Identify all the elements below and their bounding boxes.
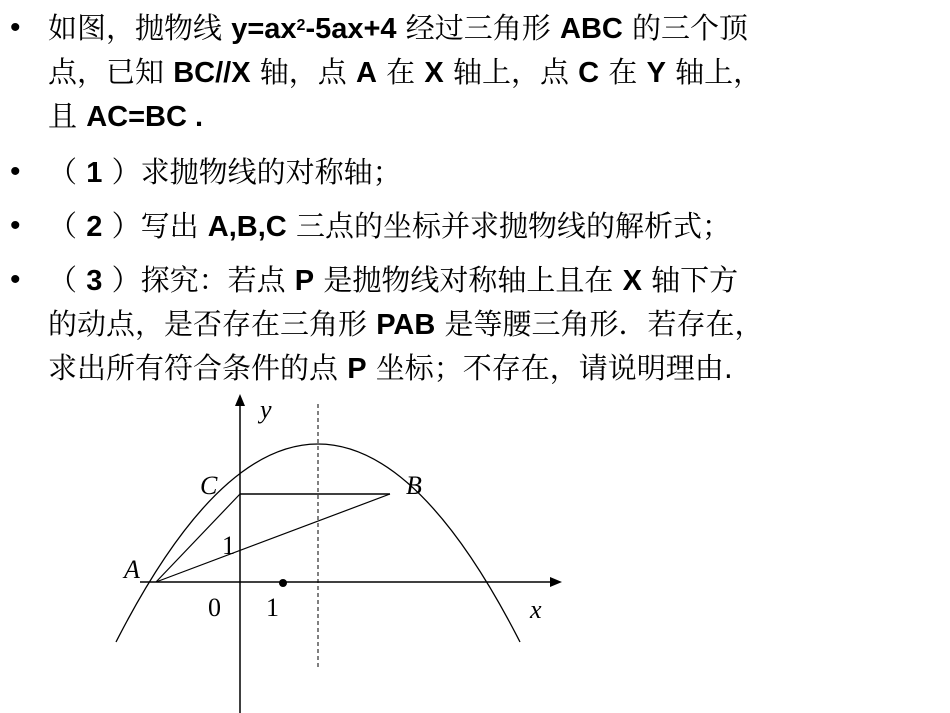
axis-name: X [424,57,444,89]
text-run: 经过三角形 [396,11,560,45]
y-axis-label: y [260,395,272,424]
text-run: 求出所有符合条件的点 [48,351,348,385]
y-unit-label: 1 [222,531,235,560]
text-run: 是等腰三角形．若存在， [435,307,764,341]
point-b-label: B [406,471,422,500]
text-run: 轴下方 [641,263,739,297]
intro-line-1 [48,6,748,51]
origin-label: 0 [208,593,221,622]
condition: BC//X [173,57,251,89]
point-c-label: C [200,471,218,500]
point-marker [279,579,287,587]
part-number: 3 [86,265,103,297]
axis-name: X [622,265,642,297]
segment-ab [156,494,390,582]
point-name: C [578,57,600,89]
part-1-line [48,150,402,195]
point-a-label: A [124,555,140,584]
part-number: 1 [86,157,103,189]
text-run: ）写出 [102,209,208,243]
bullet-glyph: • [10,263,21,296]
equation-part: y=ax [231,13,297,45]
part-number: 2 [86,211,103,243]
intro-line-2 [48,50,762,95]
text-run: 三点的坐标并求抛物线的解析式； [286,209,731,243]
x-unit-label: 1 [266,593,279,622]
text-run: 轴上， [665,55,763,89]
part-3-line-3 [48,346,733,391]
condition: AC=BC [86,101,187,133]
parabola-figure [100,390,580,713]
point-name: P [294,265,315,297]
equation-exponent: 2 [296,17,306,34]
text-run: ）探究：若点 [102,263,295,297]
parabola-curve [116,444,520,642]
text-run: . [186,101,204,133]
bullet-glyph: • [10,11,21,44]
triangle-name: ABC [560,13,623,45]
bullet-glyph: • [10,155,21,188]
text-run: 在 [599,55,647,89]
equation-part: -5ax+4 [305,13,397,45]
text-run: 的三个顶 [622,11,749,45]
text-run: 轴，点 [250,55,356,89]
part-3-line-1 [48,258,738,303]
text-run: （ [48,209,87,243]
text-run: 是抛物线对称轴上且在 [314,263,623,297]
figure-svg [100,390,580,713]
x-axis-label: x [530,595,542,624]
text-run: ）求抛物线的对称轴； [102,155,402,189]
text-run: 的动点，是否存在三角形 [48,307,377,341]
y-axis-arrow-icon [235,394,245,406]
text-run: 轴上，点 [443,55,579,89]
intro-line-3 [48,94,203,139]
triangle-name: PAB [376,309,436,341]
text-run: 且 [48,99,87,133]
text-run: 如图，抛物线 [48,11,232,45]
point-name: P [347,353,367,385]
text-run: （ [48,155,87,189]
point-name: A [356,57,377,89]
text-run: 坐标；不存在，请说明理由. [366,351,733,385]
axis-name: Y [646,57,666,89]
text-run: 在 [376,55,425,89]
x-axis-arrow-icon [550,577,562,587]
bullet-glyph: • [10,209,21,242]
part-3-line-2 [48,302,764,347]
point-names: A,B,C [207,211,287,243]
text-run: （ [48,263,87,297]
part-2-line [48,204,731,249]
text-run: 点，已知 [48,55,174,89]
